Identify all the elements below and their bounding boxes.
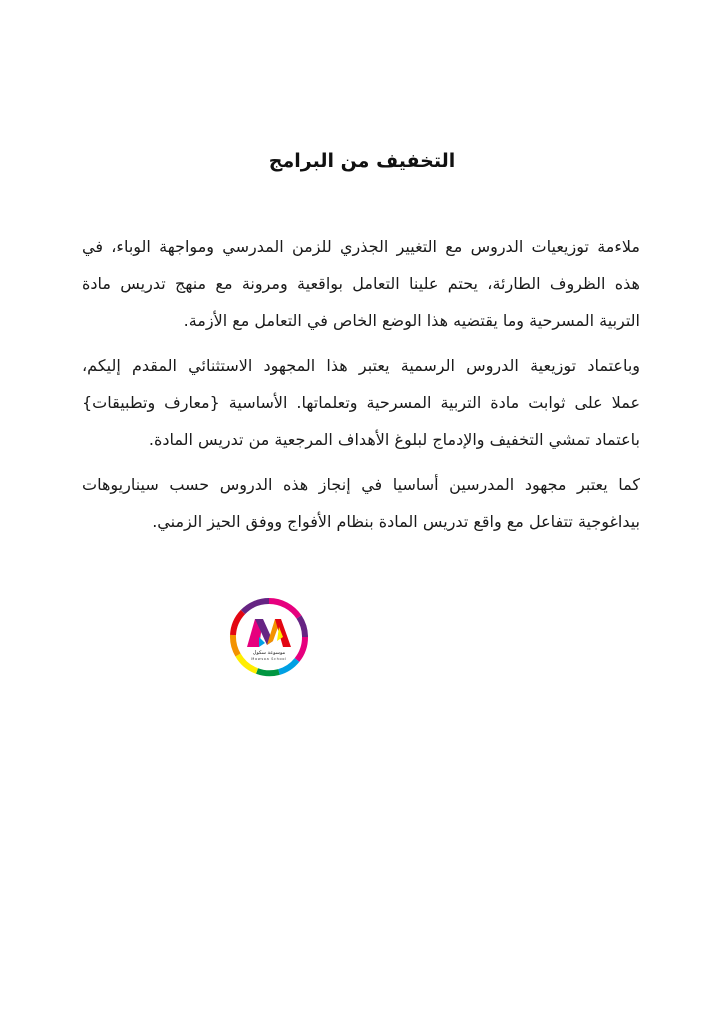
- paragraph-2: [82, 347, 658, 458]
- paragraph-1: [82, 228, 658, 339]
- paragraph-line: عملا على ثوابت مادة التربية المسرحية وتعلماتها. الأساسية {معارف وتطبيقات}: [82, 393, 640, 412]
- document-title: التخفيف من البرامج: [268, 150, 456, 172]
- svg-text:Mowsoa School: Mowsoa School: [251, 657, 287, 661]
- paragraph-line: كما يعتبر مجهود المدرسين أساسيا في إنجاز هذه الدروس حسب سيناريوهات: [82, 475, 640, 494]
- paragraph-3: [82, 466, 658, 540]
- paragraph-line: باعتماد تمشي التخفيف والإدماج لبلوغ الأهداف المرجعية من تدريس المادة.: [148, 430, 640, 449]
- mowsoa-school-logo-icon: [229, 597, 309, 677]
- paragraph-line: التربية المسرحية وما يقتضيه هذا الوضع الخاص في التعامل مع الأزمة.: [183, 311, 640, 330]
- paragraph-line: بيداغوجية تتفاعل مع واقع تدريس المادة بنظام الأفواج ووفق الحيز الزمني.: [152, 512, 640, 531]
- svg-text:موسوعة سكول: موسوعة سكول: [252, 650, 286, 656]
- paragraph-line: وباعتماد توزيعية الدروس الرسمية يعتبر هذا المجهود الاستثنائي المقدم إليكم،: [82, 356, 640, 375]
- document-body: [82, 228, 658, 548]
- paragraph-line: هذه الظروف الطارئة، يحتم علينا التعامل بواقعية ومرونة مع منهج تدريس مادة: [82, 274, 640, 293]
- paragraph-line: ملاءمة توزيعيات الدروس مع التغيير الجذري للزمن المدرسي ومواجهة الوباء، في: [82, 237, 640, 256]
